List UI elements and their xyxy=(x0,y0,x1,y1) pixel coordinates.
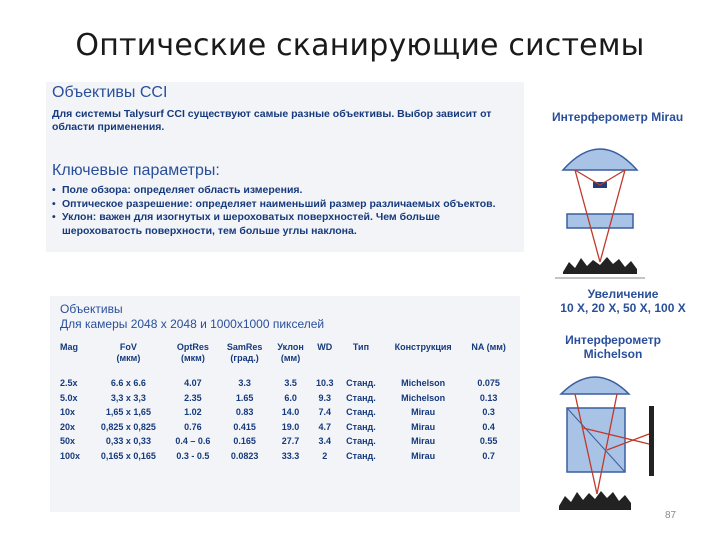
table-cell: 9.3 xyxy=(318,392,331,403)
sample-surface xyxy=(559,491,631,510)
col-header xyxy=(339,342,383,376)
table-cell: 27.7 xyxy=(281,436,300,447)
col-header-text: OptRes (мкм) xyxy=(176,342,209,363)
section-intro-text: Для системы Talysurf CCI существуют самые разные объективы. Выбор зависит от области применения. xyxy=(52,108,492,133)
table-cell: 0.3 xyxy=(482,407,495,418)
table-subtitle: Для камеры 2048 x 2048 и 1000x1000 пикселей xyxy=(60,317,325,331)
table-cell: 2.35 xyxy=(184,392,202,403)
col-header xyxy=(311,342,339,376)
col-header-text: Mag xyxy=(60,342,78,352)
table-cell: 3,3 x 3,3 xyxy=(110,392,146,403)
table-row xyxy=(58,376,514,391)
col-header xyxy=(463,342,514,376)
table-cell: Mirau xyxy=(411,421,436,432)
page-number: 87 xyxy=(665,510,677,521)
table-cell: 0.13 xyxy=(479,392,498,403)
table-cell: 0.7 xyxy=(482,450,495,461)
table-cell: 4.7 xyxy=(318,421,331,432)
lens-table-panel xyxy=(50,296,520,512)
mirau-lens xyxy=(563,149,637,170)
lens-table xyxy=(58,342,514,463)
col-header xyxy=(167,342,218,376)
mirau-label: Интерферометр Mirau xyxy=(552,110,684,124)
table-row xyxy=(58,391,514,406)
table-row xyxy=(58,420,514,435)
table-cell: 0.4 xyxy=(482,421,495,432)
table-cell: 100x xyxy=(60,450,81,461)
table-cell: 0.83 xyxy=(235,407,254,418)
michelson-label xyxy=(548,333,678,361)
table-cell: 0.76 xyxy=(184,421,202,432)
table-cell: 0.55 xyxy=(479,436,498,447)
table-cell: 1.65 xyxy=(235,392,254,403)
michelson-label-line2: Michelson xyxy=(583,347,643,361)
table-cell: 0,825 x 0,825 xyxy=(100,421,156,432)
michelson-diagram xyxy=(545,362,665,512)
table-cell: 0.3 - 0.5 xyxy=(176,450,210,461)
table-cell: Mirau xyxy=(411,407,436,418)
table-cell: 33.3 xyxy=(281,450,300,461)
table-cell: Станд. xyxy=(346,378,376,389)
michelson-label-line1: Интерферометр xyxy=(565,333,661,347)
michelson-lens xyxy=(561,377,629,394)
col-header xyxy=(271,342,311,376)
table-cell: 0.4 – 0.6 xyxy=(175,436,211,447)
list-item: • Оптическое разрешение: определяет наименьший размер различаемых объектов. xyxy=(52,198,522,212)
col-header-text: SamRes (град.) xyxy=(226,342,263,363)
col-header-text: FoV (мкм) xyxy=(116,342,141,363)
col-header-text: Конструкция xyxy=(394,342,452,352)
table-cell: Станд. xyxy=(346,421,376,432)
table-cell: 0.0823 xyxy=(230,450,259,461)
table-cell: Станд. xyxy=(346,450,376,461)
list-item: • Поле обзора: определяет область измерения. xyxy=(52,184,522,198)
col-header-text: WD xyxy=(317,342,333,352)
zoom-caption xyxy=(548,287,698,315)
table-cell: 50x xyxy=(60,436,76,447)
table-cell: Mirau xyxy=(411,436,436,447)
col-header-text: Уклон (мм) xyxy=(277,342,304,363)
table-cell: 2.5x xyxy=(60,378,78,389)
table-title: Объективы xyxy=(60,302,123,316)
table-row xyxy=(58,405,514,420)
lens-description-panel xyxy=(46,82,524,252)
table-cell: 20x xyxy=(60,421,76,432)
list-item: • Уклон: важен для изогнутых и шероховатых поверхностей. Чем больше шероховатость поверхности, тем больше углы наклона. xyxy=(52,211,522,238)
col-header xyxy=(219,342,271,376)
col-header-text: NA (мм) xyxy=(471,342,506,352)
table-cell: 3.4 xyxy=(318,436,331,447)
key-params-list xyxy=(52,184,522,238)
table-cell: 10.3 xyxy=(315,378,334,389)
reference-mirror xyxy=(649,406,654,476)
mirau-beamsplitter xyxy=(567,214,633,228)
table-cell: Michelson xyxy=(401,378,446,389)
col-header xyxy=(383,342,463,376)
table-cell: Michelson xyxy=(401,392,446,403)
table-cell: 0.415 xyxy=(233,421,256,432)
table-cell: 4.07 xyxy=(184,378,202,389)
mirau-diagram xyxy=(545,132,655,282)
table-cell: Станд. xyxy=(346,392,376,403)
table-cell: 0,165 x 0,165 xyxy=(100,450,156,461)
table-cell: 7.4 xyxy=(318,407,331,418)
zoom-values: 10 X, 20 X, 50 X, 100 X xyxy=(560,301,686,315)
table-cell: 1.02 xyxy=(184,407,202,418)
col-header xyxy=(58,342,90,376)
table-cell: 10x xyxy=(60,407,76,418)
table-cell: 5.0x xyxy=(60,392,78,403)
table-cell: 2 xyxy=(322,450,328,461)
col-header-text: Тип xyxy=(352,342,369,352)
table-row xyxy=(58,434,514,449)
table-cell: Станд. xyxy=(346,436,376,447)
table-cell: 14.0 xyxy=(281,407,300,418)
table-cell: 0.075 xyxy=(477,378,500,389)
section-heading-key-params: Ключевые параметры: xyxy=(52,162,220,179)
table-cell: 3.3 xyxy=(238,378,251,389)
table-cell: 1,65 x 1,65 xyxy=(105,407,151,418)
section-heading-lenses: Объективы CCI xyxy=(52,84,168,101)
table-cell: 3.5 xyxy=(284,378,297,389)
table-header-row xyxy=(58,342,514,376)
table-cell: 19.0 xyxy=(281,421,300,432)
table-cell: 0,33 x 0,33 xyxy=(105,436,151,447)
table-cell: Mirau xyxy=(411,450,436,461)
table-cell: 0.165 xyxy=(233,436,256,447)
table-cell: 6.0 xyxy=(284,392,297,403)
zoom-label: Увеличение xyxy=(587,287,659,301)
slide-title: Оптические сканирующие системы xyxy=(75,28,645,63)
table-cell: 6.6 x 6.6 xyxy=(110,378,146,389)
lens-table-body xyxy=(58,376,514,463)
table-cell: Станд. xyxy=(346,407,376,418)
table-row xyxy=(58,449,514,464)
col-header xyxy=(90,342,168,376)
